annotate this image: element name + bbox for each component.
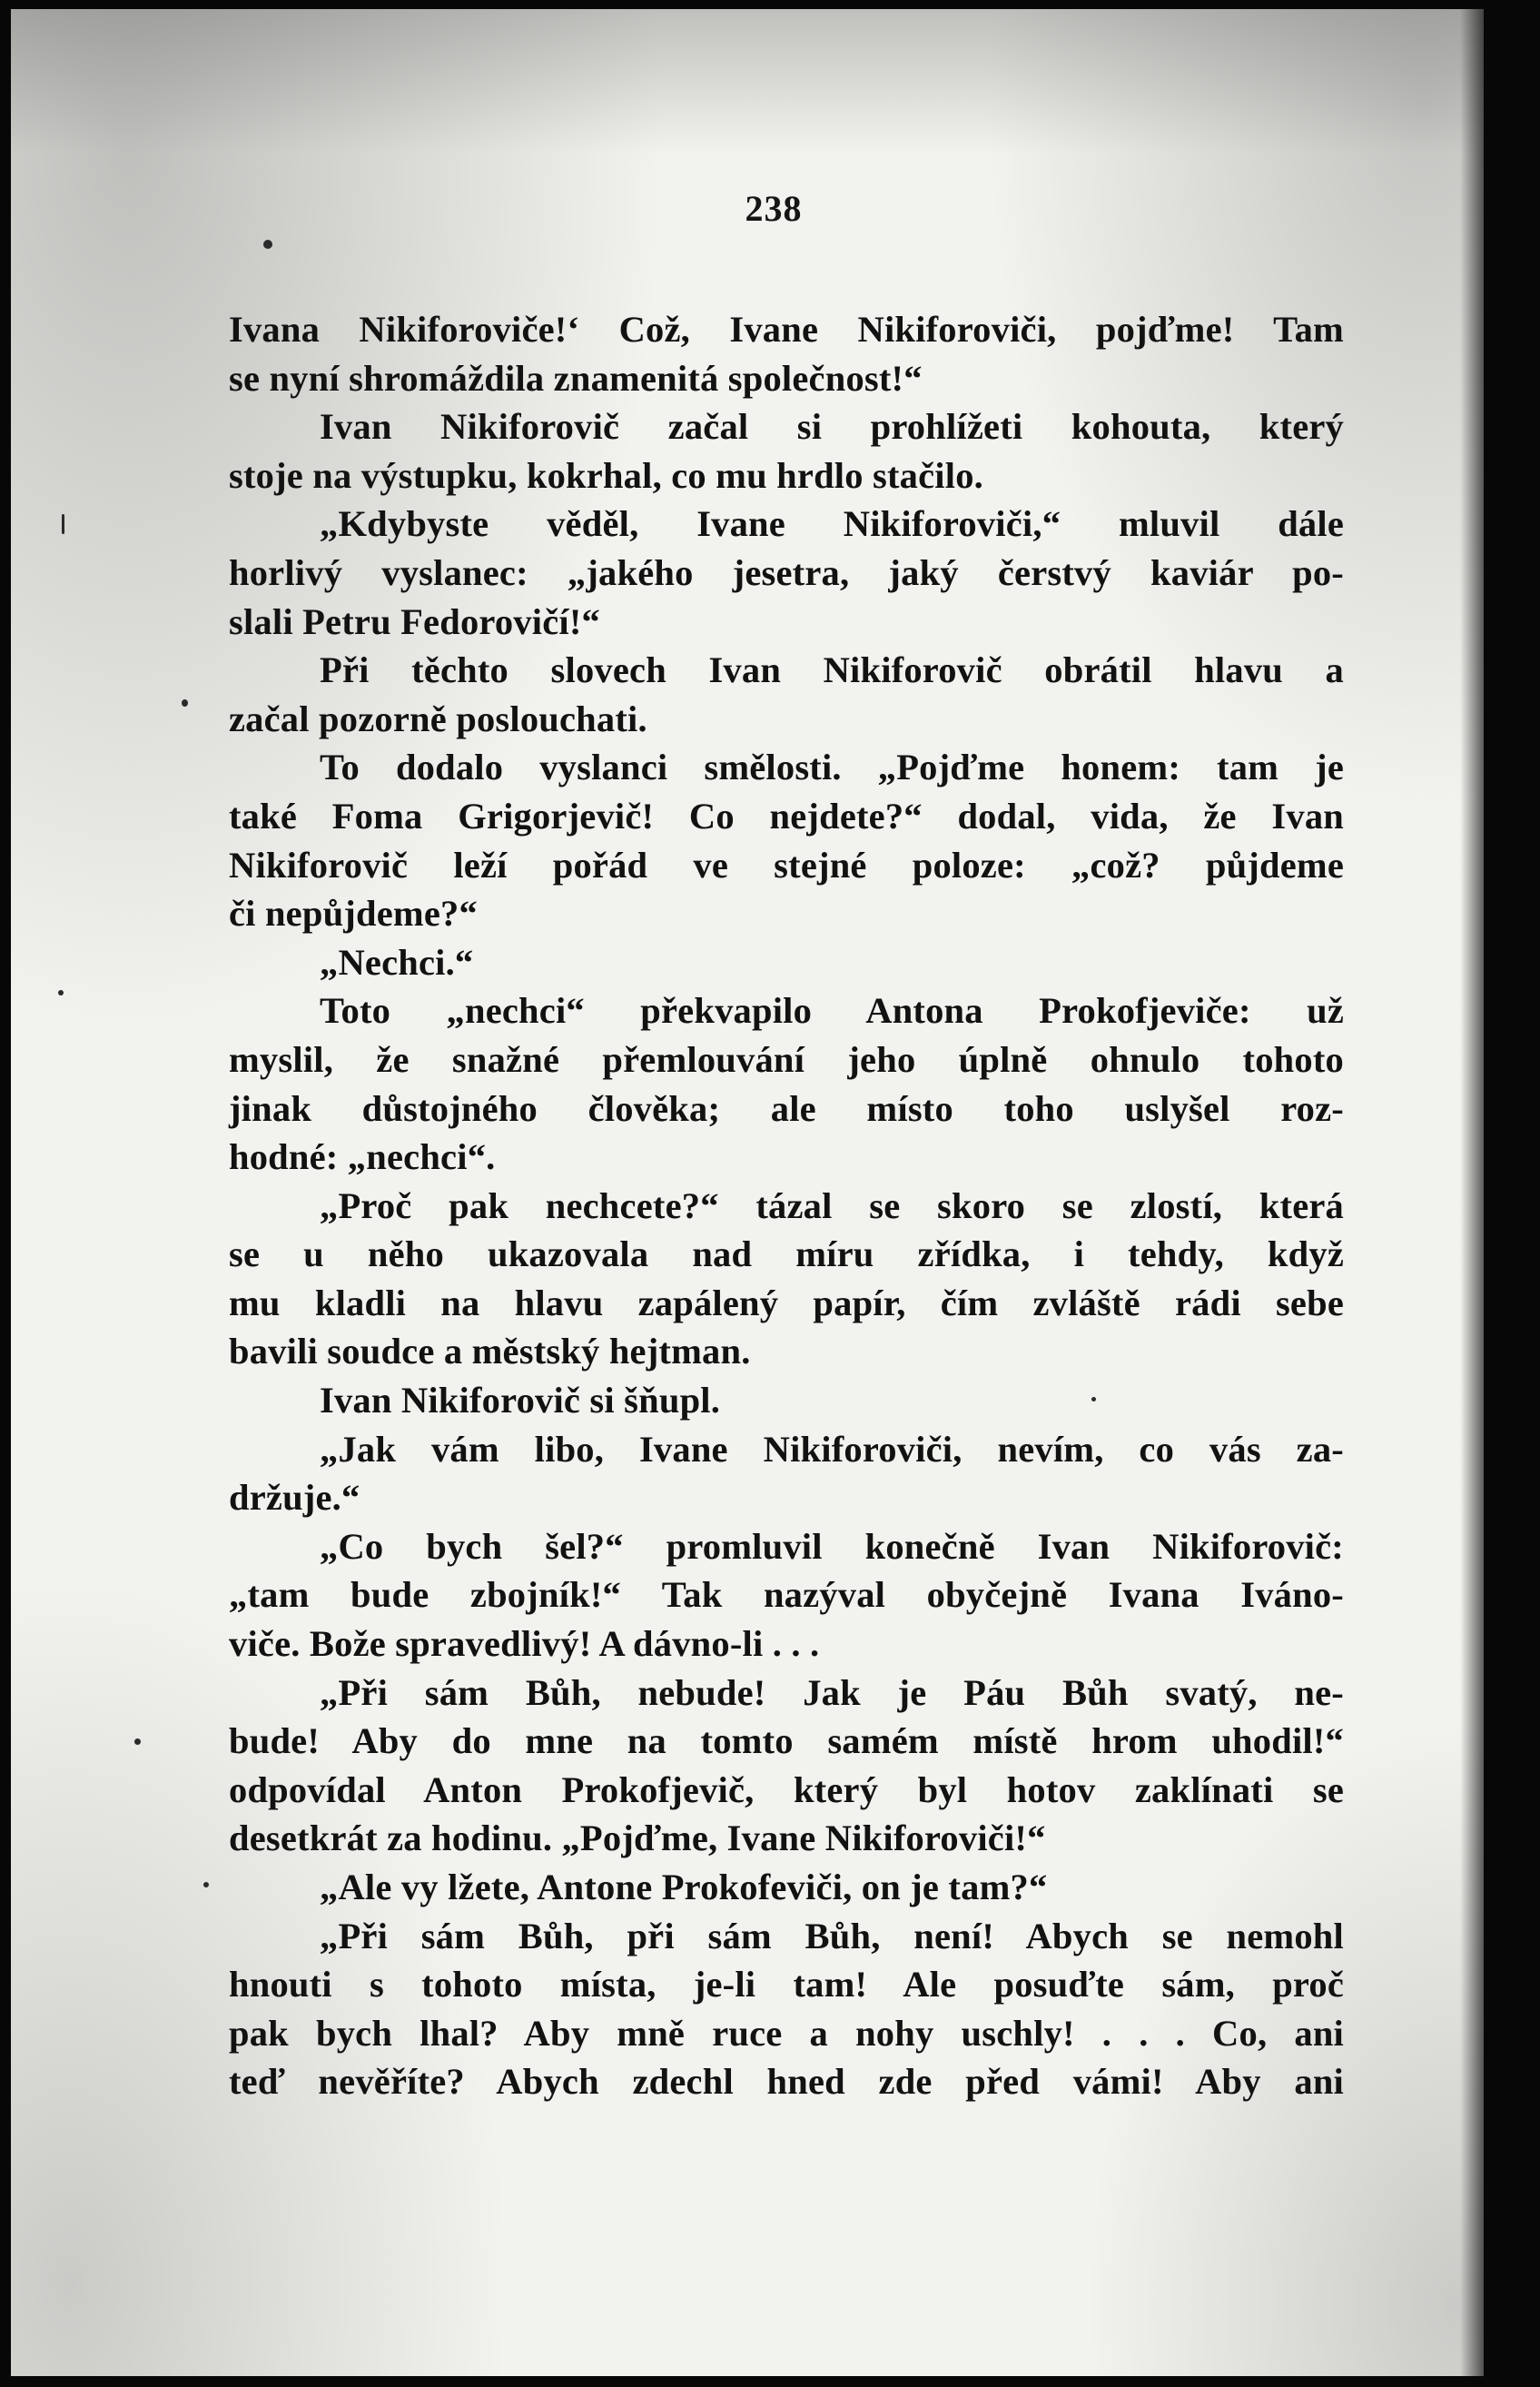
text-line: hodné: „nechci“. xyxy=(229,1136,496,1178)
ink-speck xyxy=(58,990,64,995)
text-line: desetkrát za hodinu. „Pojďme, Ivane Nikiforoviči!“ xyxy=(229,1817,1046,1859)
text-line: teď nevěříte? Abych zdechl hned zde před vámi! Aby ani xyxy=(229,2061,1344,2103)
text-line: stoje na výstupku, kokrhal, co mu hrdlo stačilo. xyxy=(229,454,983,496)
text-line: jinak důstojného člověka; ale místo toho uslyšel roz- xyxy=(229,1087,1344,1129)
text-line: slali Petru Fedorovičí!“ xyxy=(229,600,600,642)
page-edge-shadow xyxy=(1460,9,1484,2376)
text-line: mu kladli na hlavu zapálený papír, čím zvláště rádi sebe xyxy=(229,1282,1344,1323)
text-line: Ivana Nikiforoviče!‘ Což, Ivane Nikiforoviči, pojďme! Tam xyxy=(229,309,1344,350)
ink-speck xyxy=(182,699,188,707)
text-line: „Nechci.“ xyxy=(320,941,474,983)
text-line: také Foma Grigorjevič! Co nejdete?“ dodal, vida, že Ivan xyxy=(229,795,1344,837)
text-line: Toto „nechci“ překvapilo Antona Prokofjeviče: už xyxy=(320,990,1344,1032)
ink-speck xyxy=(134,1738,141,1745)
text-line: To dodalo vyslanci smělosti. „Pojďme honem: tam je xyxy=(320,747,1344,788)
body-text xyxy=(229,305,1344,2106)
text-line: bavili soudce a městský hejtman. xyxy=(229,1331,751,1372)
text-line: pak bych lhal? Aby mně ruce a nohy uschly! . . . Co, ani xyxy=(229,2012,1344,2054)
text-line: horlivý vyslanec: „jakého jesetra, jaký čerstvý kaviár po- xyxy=(229,551,1344,593)
text-line: „Ale vy lžete, Antone Prokofeviči, on je tam?“ xyxy=(320,1867,1048,1907)
text-line: začal pozorně poslouchati. xyxy=(229,698,647,739)
text-line: viče. Bože spravedlivý! A dávno-li . . . xyxy=(229,1623,820,1665)
text-line: Při těchto slovech Ivan Nikiforovič obrátil hlavu a xyxy=(320,649,1344,691)
text-line: Ivan Nikiforovič si šňupl. xyxy=(320,1380,721,1421)
ink-speck xyxy=(263,240,272,249)
text-line: „Při sám Bůh, při sám Bůh, není! Abych se nemohl xyxy=(320,1915,1344,1956)
text-line: či nepůjdeme?“ xyxy=(229,893,478,935)
ink-speck xyxy=(203,1882,209,1887)
text-line: myslil, že snažné přemlouvání jeho úplně ohnulo tohoto xyxy=(229,1038,1344,1080)
ink-speck xyxy=(62,514,64,534)
text-line: Nikiforovič leží pořád ve stejné poloze: „což? půjdeme xyxy=(229,844,1344,886)
text-line: držuje.“ xyxy=(229,1477,360,1519)
text-line: „Proč pak nechcete?“ tázal se skoro se zlostí, která xyxy=(320,1184,1344,1226)
book-page xyxy=(11,9,1484,2376)
text-line: se nyní shromáždila znamenitá společnost!“ xyxy=(229,357,923,399)
text-line: „Co bych šel?“ promluvil konečně Ivan Nikiforovič: xyxy=(320,1525,1344,1567)
text-line: odpovídal Anton Prokofjevič, který byl hotov zaklínati se xyxy=(229,1768,1344,1810)
text-line: bude! Aby do mne na tomto samém místě hrom uhodil!“ xyxy=(229,1720,1344,1762)
text-line: hnouti s tohoto místa, je-li tam! Ale posuďte sám, proč xyxy=(229,1964,1344,2006)
text-line: „Jak vám libo, Ivane Nikiforoviči, nevím, co vás za- xyxy=(320,1428,1344,1470)
page-number: 238 xyxy=(745,188,803,229)
text-line: „Kdybyste věděl, Ivane Nikiforoviči,“ mluvil dále xyxy=(320,503,1344,545)
page-shadow xyxy=(11,9,1484,154)
text-line: „Při sám Bůh, nebude! Jak je Páu Bůh svatý, ne- xyxy=(320,1671,1344,1713)
text-line: se u něho ukazovala nad míru zřídka, i tehdy, když xyxy=(229,1233,1344,1275)
text-line: Ivan Nikiforovič začal si prohlížeti kohouta, který xyxy=(320,406,1344,448)
text-line: „tam bude zbojník!“ Tak nazýval obyčejně Ivana Ivánо- xyxy=(229,1574,1344,1616)
